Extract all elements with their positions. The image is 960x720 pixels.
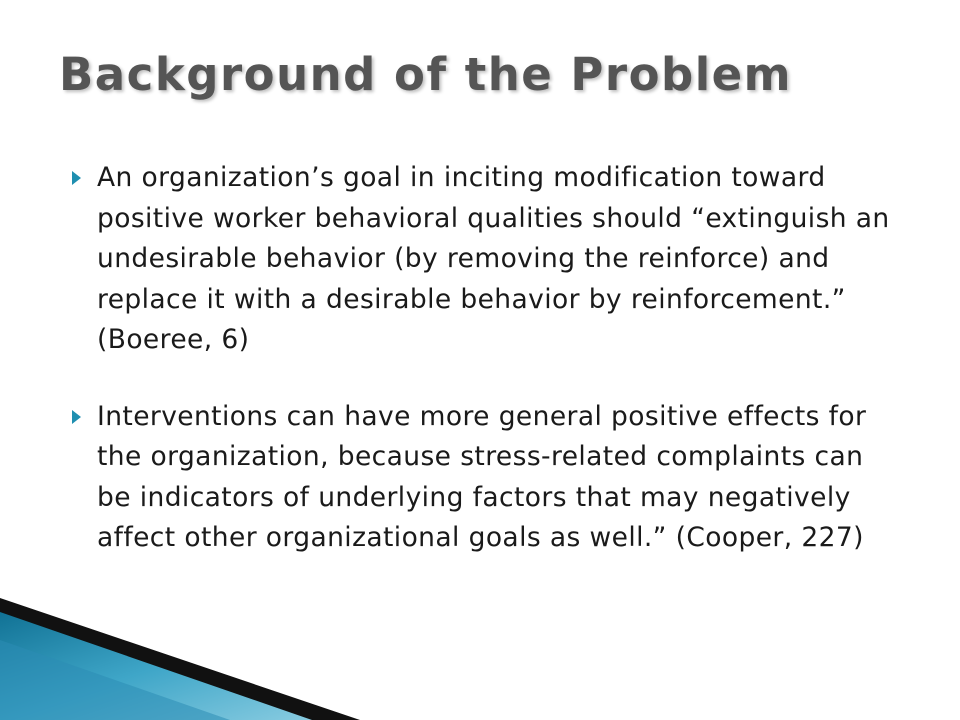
triangle-bullet-icon [72,410,81,424]
bullet-list [70,158,900,559]
bullet-item [70,397,900,559]
bullet-text: Interventions can have more general positive effects for the organization, because stress-related complaints can be indicators of underlying factors that may negatively affect other organizational goals as well.” (Cooper, 227) [97,400,867,553]
bullet-item [70,158,900,361]
bullet-text: An organization’s goal in inciting modification toward positive worker behavioral qualities should “extinguish an undesirable behavior (by removing the reinforce) and replace it with a desirable behavior by reinforcement.” (Boeree, 6) [97,162,890,355]
slide-title: Background of the Problem [59,48,793,101]
triangle-bullet-icon [72,171,81,185]
